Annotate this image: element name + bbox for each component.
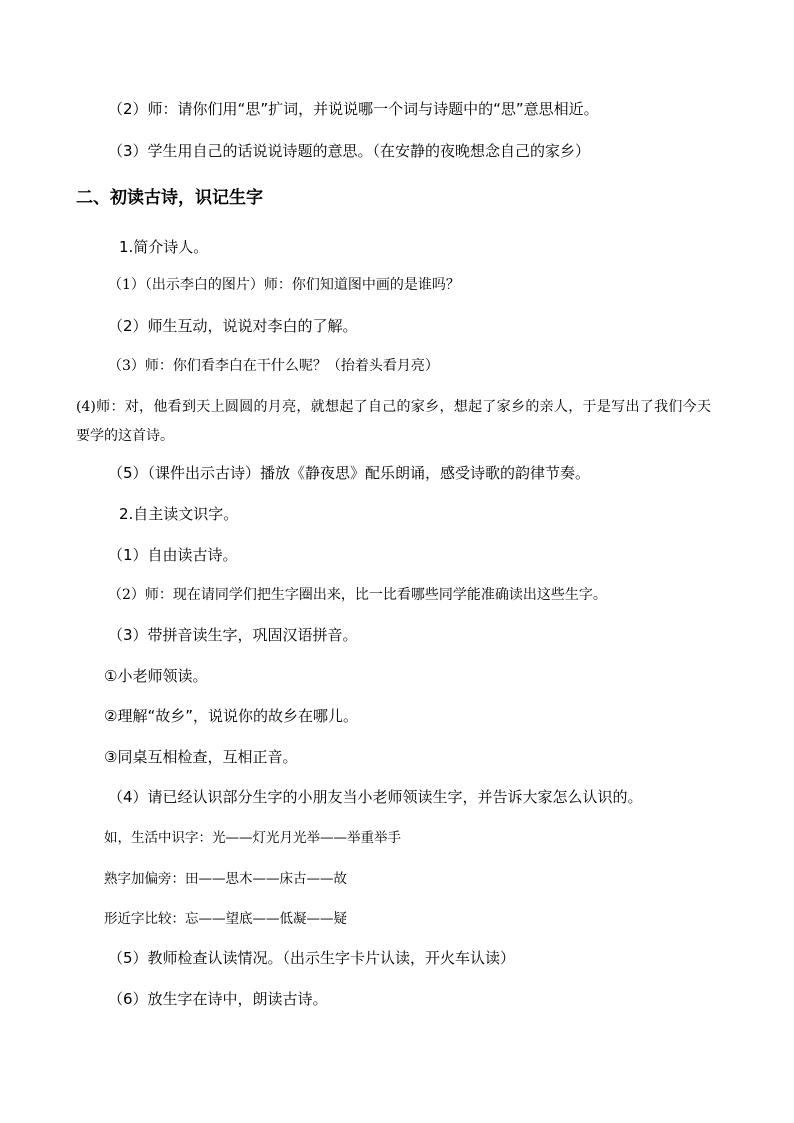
paragraph-multiline: (4)师：对，他看到天上圆圆的月亮，就想起了自己的家乡，想起了家乡的亲人，于是写出了我们今天要学的这首诗。 (76, 399, 711, 444)
paragraph-line: ①小老师领读。 (104, 667, 208, 685)
paragraph-line: （3）师：你们看李白在干什么呢？（抬着头看月亮） (108, 358, 439, 374)
paragraph-line: （6）放生字在诗中，朗读古诗。 (108, 990, 328, 1008)
paragraph-line: 如，生活中识字：光——灯光月光举——举重举手 (104, 830, 401, 846)
paragraph-line: （4）请已经认识部分生字的小朋友当小老师领读生字，并告诉大家怎么认识的。 (108, 788, 643, 806)
section-heading: 二、初读古诗，识记生字 (76, 188, 263, 208)
paragraph-line: 2.自主读文识字。 (119, 505, 239, 523)
paragraph-line: 熟字加偏旁：田——思木——床古——故 (104, 871, 347, 887)
paragraph-line: 1.简介诗人。 (119, 238, 209, 256)
paragraph-line: （2）师：现在请同学们把生字圈出来，比一比看哪些同学能准确读出这些生字。 (108, 587, 607, 603)
paragraph-line: （3）带拼音读生字，巩固汉语拼音。 (108, 626, 358, 644)
paragraph-line: （1）自由读古诗。 (108, 546, 238, 564)
paragraph-line: （2）师：请你们用“思”扩词，并说说哪一个词与诗题中的“思”意思相近。 (108, 100, 599, 118)
paragraph-line: ②理解“故乡”，说说你的故乡在哪儿。 (104, 707, 358, 725)
paragraph-line: （5）（课件出示古诗）播放《静夜思》配乐朗诵，感受诗歌的韵律节奏。 (108, 464, 591, 482)
paragraph-line: （2）师生互动，说说对李白的了解。 (108, 317, 358, 335)
paragraph-line: 形近字比较：忘——望底——低凝——疑 (104, 911, 347, 927)
paragraph-line: （3）学生用自己的话说说诗题的意思。（在安静的夜晚想念自己的家乡） (108, 142, 591, 160)
paragraph-line: （5）教师检查认读情况。（出示生字卡片认读，开火车认读） (108, 949, 516, 967)
paragraph-line: （1）（出示李白的图片）师：你们知道图中画的是谁吗？ (108, 277, 460, 293)
paragraph-line: ③同桌互相检查，互相正音。 (104, 748, 298, 766)
